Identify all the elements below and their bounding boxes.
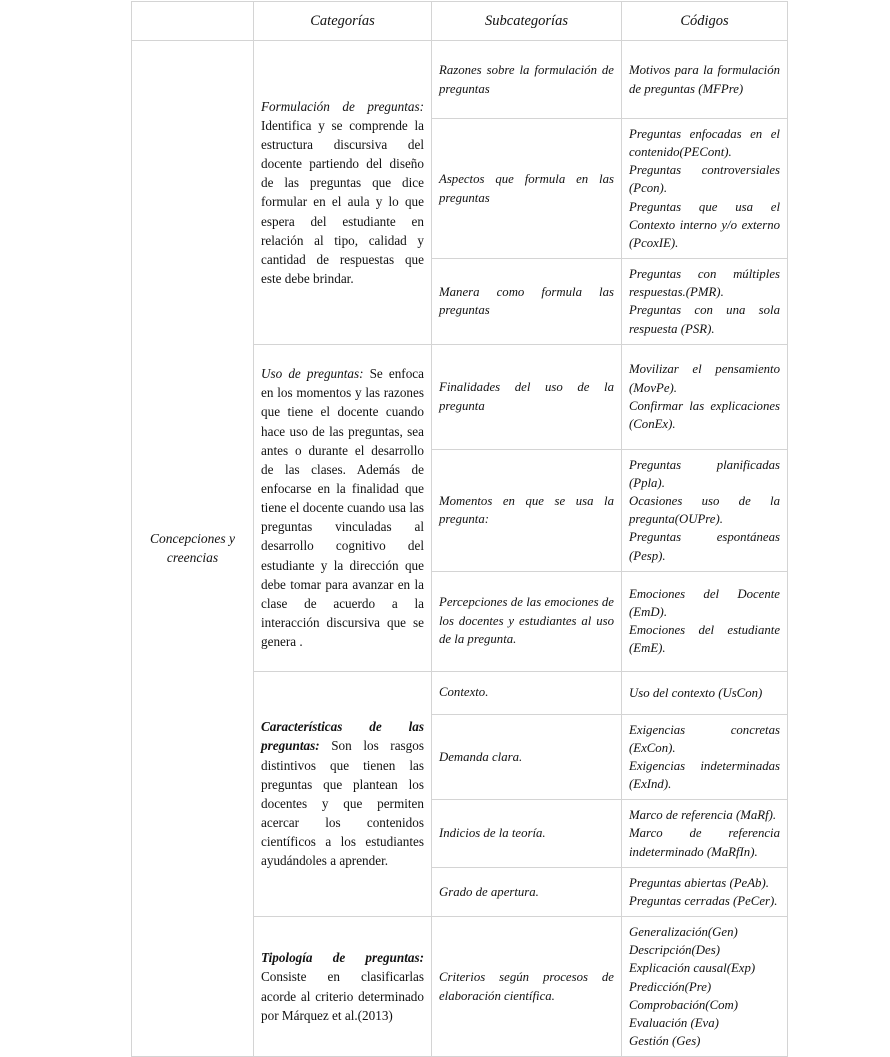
codes-cell — [622, 119, 788, 259]
category-description-cell — [254, 344, 432, 671]
code-entry: Preguntas controversiales (Pcon). — [629, 163, 780, 196]
header-cell-subcategorias: Subcategorías — [432, 2, 622, 41]
code-entry: Preguntas planificadas (Ppla). — [629, 457, 780, 490]
header-cell-codigos: Códigos — [622, 2, 788, 41]
code-entry: Exigencias concretas (ExCon). — [629, 722, 780, 755]
code-entry: Descripción(Des) — [629, 943, 720, 958]
table-header-row — [132, 2, 788, 41]
category-description-cell — [254, 917, 432, 1057]
subcategory-cell: Aspectos que formula en las preguntas — [432, 119, 622, 259]
code-entry: Emociones del estudiante (EmE). — [629, 623, 780, 656]
codes-cell — [622, 344, 788, 449]
subcategory-cell: Manera como formula las preguntas — [432, 259, 622, 345]
subcategory-cell: Momentos en que se usa la pregunta: — [432, 449, 622, 571]
category-lead-label: Uso de preguntas: — [261, 366, 364, 382]
subcategory-cell: Contexto. — [432, 671, 622, 714]
table-row — [132, 41, 788, 119]
subcategory-cell: Demanda clara. — [432, 714, 622, 800]
code-entry: Predicción(Pre) — [629, 979, 712, 994]
category-description-cell — [254, 671, 432, 916]
category-body-text: Se enfoca en los momentos y las razones que tiene el docente cuando hace uso de las preguntas, sea antes o durante el desarrollo de las clases. Además de enfocarse en la finalidad que tiene el docente cuando usa las preguntas vinculadas al desarrollo cognitivo del estudiante y la dirección que debe tomar para avanzar en la clase de acuerdo a la interacción discursiva que se genera . — [261, 366, 424, 650]
codes-cell — [622, 671, 788, 714]
code-entry: Preguntas con múltiples respuestas.(PMR). — [629, 267, 780, 300]
codes-cell — [622, 259, 788, 345]
subcategory-cell: Grado de apertura. — [432, 867, 622, 916]
category-lead-label: Tipología de preguntas: — [261, 950, 424, 966]
code-entry: Evaluación (Eva) — [629, 1015, 719, 1030]
root-category-cell: Concepciones y creencias — [132, 41, 254, 1057]
code-entry: Comprobación(Com) — [629, 997, 739, 1012]
category-body-text: Identifica y se comprende la estructura discursiva del docente partiendo del diseño de las preguntas que dice formular en el aula y lo que espera del estudiante en relación al tipo, calidad y cantidad de respuestas que este debe brindar. — [261, 117, 424, 286]
codes-cell — [622, 867, 788, 916]
code-entry: Movilizar el pensamiento (MovPe). — [629, 362, 780, 395]
code-entry: Generalización(Gen) — [629, 925, 738, 940]
header-cell-blank — [132, 2, 254, 41]
code-entry: Confirmar las explicaciones (ConEx). — [629, 398, 780, 431]
codes-cell — [622, 449, 788, 571]
category-body-text: Consiste en clasificarlas acorde al criterio determinado por Márquez et al.(2013) — [261, 969, 424, 1023]
category-lead-label: Formulación de preguntas: — [261, 98, 424, 114]
codes-cell — [622, 714, 788, 800]
code-entry: Preguntas que usa el Contexto interno y/o externo (PcoxIE). — [629, 199, 780, 250]
category-description-cell — [254, 41, 432, 345]
category-body-text: Son los rasgos distintivos que tienen las preguntas que plantean los docentes y que permiten acercar los contenidos científicos a los estudiantes ayudándoles a aprender. — [261, 738, 424, 869]
code-entry: Marco de referencia (MaRf). — [629, 808, 777, 823]
code-entry: Marco de referencia indeterminado (MaRfIn). — [629, 826, 780, 859]
code-entry: Preguntas abiertas (PeAb). — [629, 875, 769, 890]
code-entry: Exigencias indeterminadas (ExInd). — [629, 758, 780, 792]
code-entry: Gestión (Ges) — [629, 1034, 701, 1048]
code-entry: Motivos para la formulación de preguntas (MFPre) — [629, 63, 780, 96]
subcategory-cell: Razones sobre la formulación de preguntas — [432, 41, 622, 119]
subcategory-cell: Percepciones de las emociones de los docentes y estudiantes al uso de la pregunta. — [432, 571, 622, 671]
code-entry: Preguntas con una sola respuesta (PSR). — [629, 303, 780, 336]
codes-cell — [622, 800, 788, 867]
codes-cell — [622, 571, 788, 671]
codes-cell — [622, 917, 788, 1057]
code-entry: Ocasiones uso de la pregunta(OUPre). — [629, 494, 780, 527]
code-entry: Emociones del Docente (EmD). — [629, 586, 780, 619]
categories-matrix-table — [131, 1, 788, 1057]
header-cell-categorias: Categorías — [254, 2, 432, 41]
subcategory-cell: Criterios según procesos de elaboración científica. — [432, 917, 622, 1057]
category-lead-label: Características de las preguntas: — [261, 719, 424, 754]
code-entry: Preguntas cerradas (PeCer). — [629, 893, 778, 908]
code-entry: Preguntas enfocadas en el contenido(PECont). — [629, 127, 780, 160]
codes-cell — [622, 41, 788, 119]
subcategory-cell: Indicios de la teoría. — [432, 800, 622, 867]
code-entry: Explicación causal(Exp) — [629, 961, 756, 976]
subcategory-cell: Finalidades del uso de la pregunta — [432, 344, 622, 449]
code-entry: Preguntas espontáneas (Pesp). — [629, 530, 780, 563]
code-entry: Uso del contexto (UsCon) — [629, 685, 763, 700]
